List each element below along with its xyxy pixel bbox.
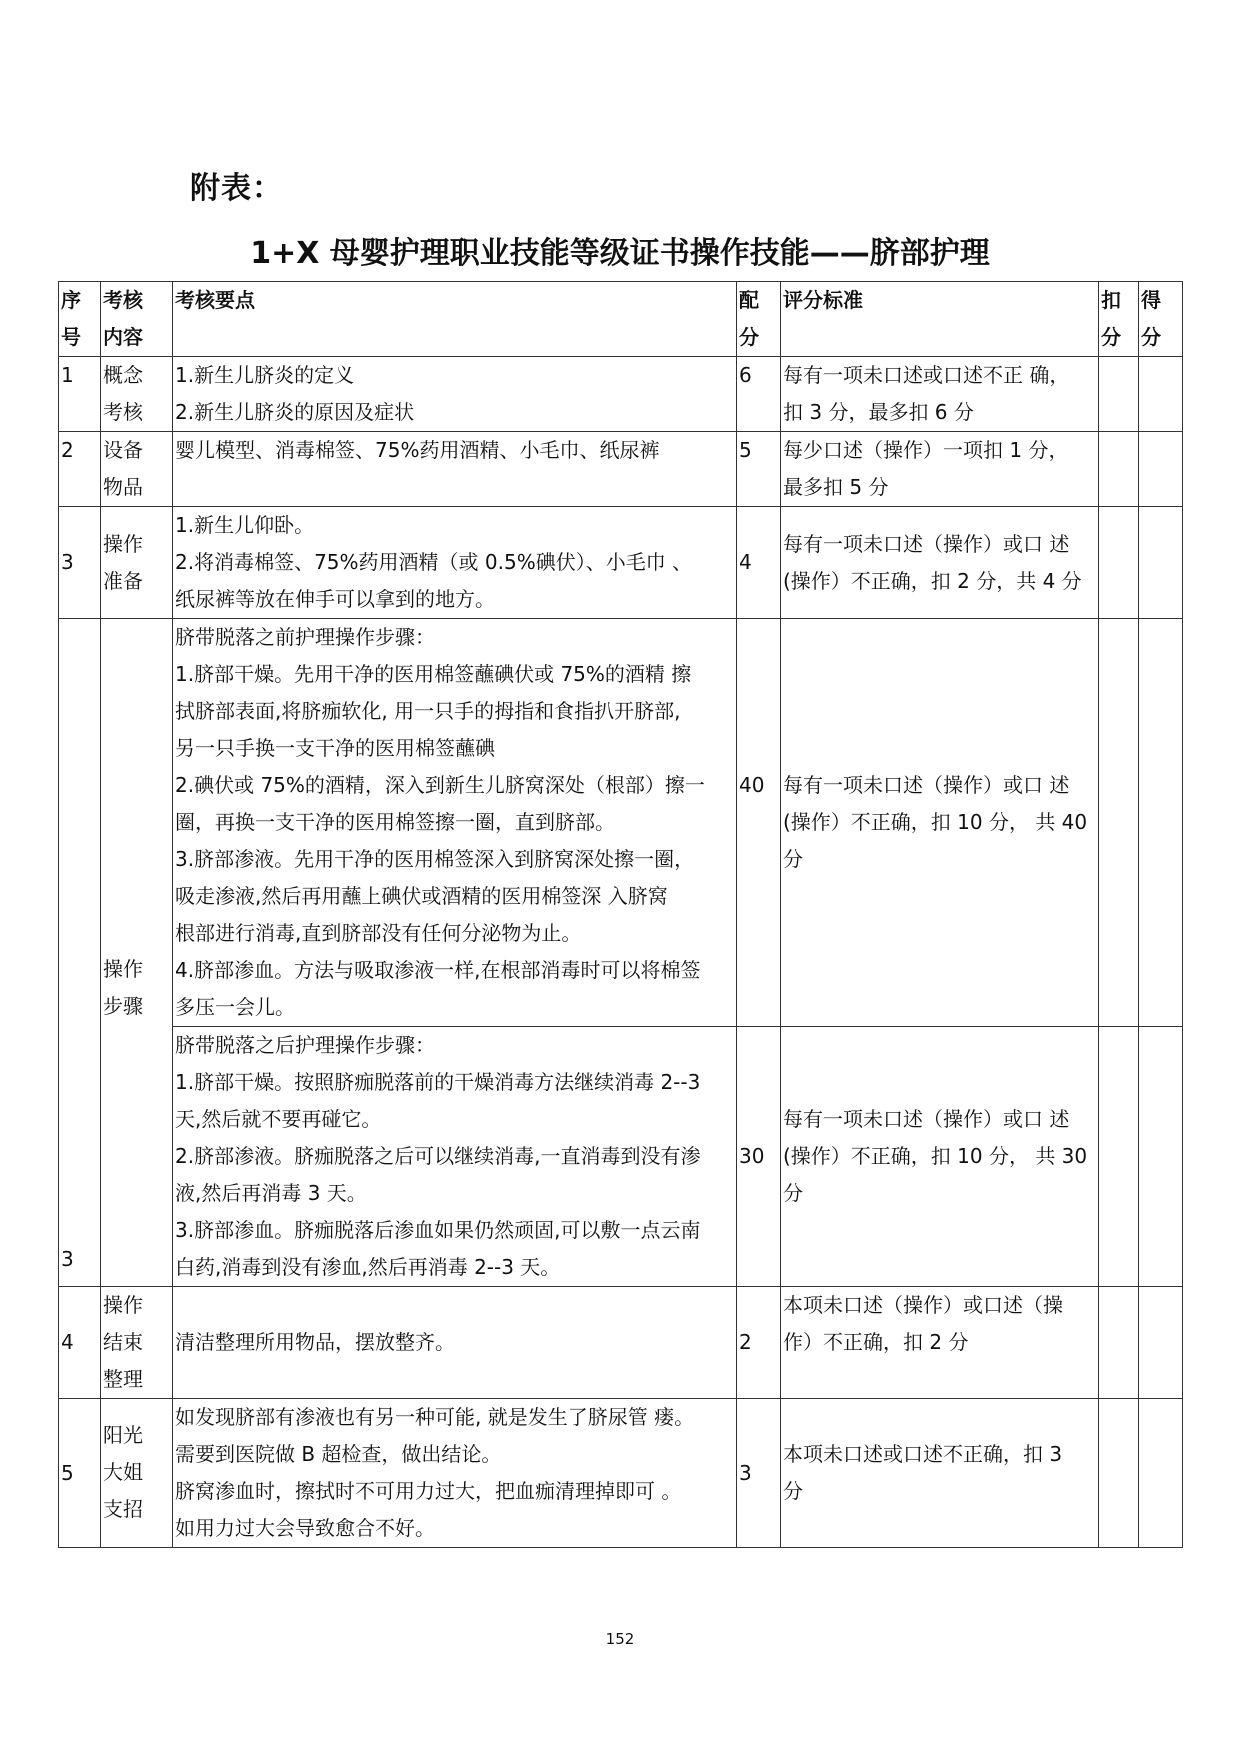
row-gain [1139,1027,1183,1287]
row-criteria: 每少口述（操作）一项扣 1 分， 最多扣 5 分 [781,432,1099,507]
header-no: 序 号 [59,282,101,357]
document-title: 1+X 母婴护理职业技能等级证书操作技能——脐部护理 [250,236,990,271]
header-deduct: 扣 分 [1099,282,1139,357]
row-points: 脐带脱落之后护理操作步骤： 1.脐部干燥。按照脐痂脱落前的干燥消毒方法继续消毒 2--3 天,然后就不要再碰它。 2.脐部渗液。脐痂脱落之后可以继续消毒,一直消毒到没有渗 液,然后再消毒 3 天。 3.脐部渗血。脐痂脱落后渗血如果仍然顽固,可以敷一点云南 白药,消毒到没有渗血,然后再消毒 2--3 天。 [173,1027,737,1287]
header-score: 配 分 [737,282,781,357]
row-deduct [1099,1287,1139,1399]
row-gain [1139,432,1183,507]
row-gain [1139,357,1183,432]
header-content: 考核 内容 [101,282,173,357]
row-gain [1139,507,1183,619]
header-criteria: 评分标准 [781,282,1099,357]
appendix-heading: 附表： [190,171,283,206]
table-row [59,1027,1183,1287]
row-criteria: 每有一项未口述（操作）或口 述 (操作）不正确，扣 10 分， 共 30 分 [781,1027,1099,1287]
row-content: 操作 准备 [101,507,173,619]
row-points: 如发现脐部有渗液也有另一种可能, 就是发生了脐尿管 瘘。 需要到医院做 B 超检查，做出结论。 脐窝渗血时，擦拭时不可用力过大，把血痂清理掉即可 。 如用力过大会导致愈合不好。 [173,1399,737,1548]
row-deduct [1099,1027,1139,1287]
row-score: 40 [737,619,781,1027]
row-gain [1139,1399,1183,1548]
row-deduct [1099,432,1139,507]
row-points: 脐带脱落之前护理操作步骤： 1.脐部干燥。先用干净的医用棉签蘸碘伏或 75%的酒精 擦 拭脐部表面,将脐痂软化, 用一只手的拇指和食指扒开脐部, 另一只手换一支干净的医用棉签蘸碘 2.碘伏或 75%的酒精，深入到新生儿脐窝深处（根部）擦一 圈，再换一支干净的医用棉签擦一圈，直到脐部。 3.脐部渗液。先用干净的医用棉签深入到脐窝深处擦一圈， 吸走渗液,然后再用蘸上碘伏或酒精的医用棉签深 入脐窝 根部进行消毒,直到脐部没有任何分泌物为止。 4.脐部渗血。方法与吸取渗液一样,在根部消毒时可以将棉签 多压一会儿。 [173,619,737,1027]
row-number: 3 [59,619,101,1287]
row-gain [1139,619,1183,1027]
row-number: 5 [59,1399,101,1548]
row-criteria: 每有一项未口述（操作）或口 述 (操作）不正确，扣 10 分， 共 40 分 [781,619,1099,1027]
row-deduct [1099,507,1139,619]
table-row [59,357,1183,432]
table-row [59,432,1183,507]
row-criteria: 每有一项未口述（操作）或口 述 (操作）不正确，扣 2 分，共 4 分 [781,507,1099,619]
row-points: 婴儿模型、消毒棉签、75%药用酒精、小毛巾、纸尿裤 [173,432,737,507]
row-number: 1 [59,357,101,432]
row-content: 操作 步骤 [101,619,173,1287]
table-row [59,1287,1183,1399]
row-score: 2 [737,1287,781,1399]
header-gain: 得 分 [1139,282,1183,357]
row-number: 3 [59,507,101,619]
row-content: 设备 物品 [101,432,173,507]
row-deduct [1099,619,1139,1027]
row-points: 1.新生儿脐炎的定义 2.新生儿脐炎的原因及症状 [173,357,737,432]
row-number: 4 [59,1287,101,1399]
table-row [59,619,1183,1027]
table-header-row [59,282,1183,357]
row-criteria: 每有一项未口述或口述不正 确， 扣 3 分，最多扣 6 分 [781,357,1099,432]
row-content: 概念 考核 [101,357,173,432]
row-score: 5 [737,432,781,507]
row-deduct [1099,357,1139,432]
table-row [59,507,1183,619]
row-points: 1.新生儿仰卧。 2.将消毒棉签、75%药用酒精（或 0.5%碘伏）、小毛巾 、 纸尿裤等放在伸手可以拿到的地方。 [173,507,737,619]
row-deduct [1099,1399,1139,1548]
row-score: 3 [737,1399,781,1548]
row-criteria: 本项未口述（操作）或口述（操 作）不正确，扣 2 分 [781,1287,1099,1399]
row-score: 6 [737,357,781,432]
header-points: 考核要点 [173,282,737,357]
row-score: 30 [737,1027,781,1287]
row-gain [1139,1287,1183,1399]
row-number: 2 [59,432,101,507]
page-number: 152 [605,1630,635,1648]
assessment-table [58,281,1183,1548]
row-criteria: 本项未口述或口述不正确，扣 3 分 [781,1399,1099,1548]
row-content: 阳光 大姐 支招 [101,1399,173,1548]
table-row [59,1399,1183,1548]
row-content: 操作 结束 整理 [101,1287,173,1399]
row-points: 清洁整理所用物品，摆放整齐。 [173,1287,737,1399]
row-score: 4 [737,507,781,619]
